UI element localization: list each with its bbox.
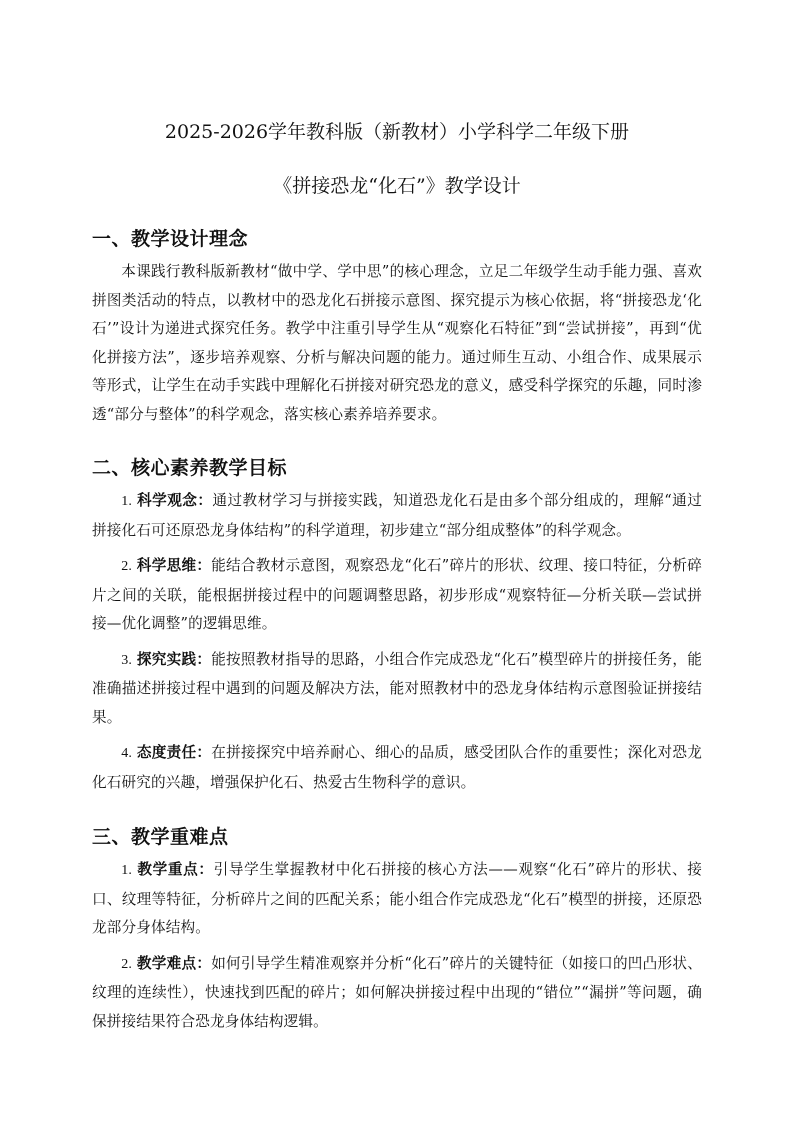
key-point-item [92,950,702,1037]
key-point-item-number: 1. [121,863,132,878]
goal-item-text: 通过教材学习与拼接实践，知道恐龙化石是由多个部分组成的，理解“通过拼接化石可还原恐龙身体结构”的科学道理，初步建立“部分组成整体”的科学观念。 [92,492,702,539]
key-point-item-text: 如何引导学生精准观察并分析“化石”碎片的关键特征（如接口的凹凸形状、纹理的连续性），快速找到匹配的碎片；如何解决拼接过程中出现的“错位”“漏拼”等问题，确保拼接结果符合恐龙身体结构逻辑。 [92,954,702,1030]
goal-item [92,739,702,797]
section-heading-design-concept: 一、教学设计理念 [92,228,249,250]
key-point-item [92,856,702,943]
key-point-item-number: 2. [121,956,132,972]
key-point-item-label: 教学重点： [137,861,214,878]
goal-item-label: 科学观念： [137,492,213,509]
goal-item [92,646,702,733]
goal-item-number: 4. [121,746,132,761]
section-heading-key-difficult-points: 三、教学重难点 [92,826,229,848]
goal-item-label: 探究实践： [136,650,212,668]
goal-item-number: 3. [121,652,132,668]
document-title-line-2: 《拼接恐龙“化石”》教学设计 [273,175,521,197]
key-point-item-label: 教学难点： [136,954,212,972]
goal-item [92,552,702,639]
goal-item-number: 1. [121,494,132,509]
design-concept-paragraph: 本课践行教科版新教材“做中学、学中思”的核心理念，立足二年级学生动手能力强、喜欢拼图类活动的特点，以教材中的恐龙化石拼接示意图、探究提示为核心依据，将“拼接恐龙‘化石’”设计为递进式探究任务。教学中注重引导学生从“观察化石特征”到“尝试拼接”，再到“优化拼接方法”，逐步培养观察、分析与解决问题的能力。通过师生互动、小组合作、成果展示等形式，让学生在动手实践中理解化石拼接对研究恐龙的意义，感受科学探究的乐趣，同时渗透“部分与整体”的科学观念，落实核心素养培养要求。 [92,263,702,423]
goal-item [92,487,702,545]
goal-item-text: 能按照教材指导的思路，小组合作完成恐龙“化石”模型碎片的拼接任务，能准确描述拼接过程中遇到的问题及解决方法，能对照教材中的恐龙身体结构示意图验证拼接结果。 [92,650,702,726]
section-heading-teaching-goals: 二、核心素养教学目标 [92,457,288,479]
goal-item-label: 科学思维： [136,557,212,574]
goal-item-text: 能结合教材示意图，观察恐龙“化石”碎片的形状、纹理、接口特征，分析碎片之间的关联，能根据拼接过程中的问题调整思路，初步形成“观察特征—分析关联—尝试拼接—优化调整”的逻辑思维。 [92,557,702,632]
key-point-item-text: 引导学生掌握教材中化石拼接的核心方法——观察“化石”碎片的形状、接口、纹理等特征，分析碎片之间的匹配关系；能小组合作完成恐龙“化石”模型的拼接，还原恐龙部分身体结构。 [92,861,702,936]
document-title-line-1: 2025-2026学年教科版（新教材）小学科学二年级下册 [164,121,630,143]
goal-item-text: 在拼接探究中培养耐心、细心的品质，感受团队合作的重要性；深化对恐龙化石研究的兴趣，增强保护化石、热爱古生物科学的意识。 [92,744,702,791]
goal-item-number: 2. [121,559,132,574]
goal-item-label: 态度责任： [136,744,212,761]
